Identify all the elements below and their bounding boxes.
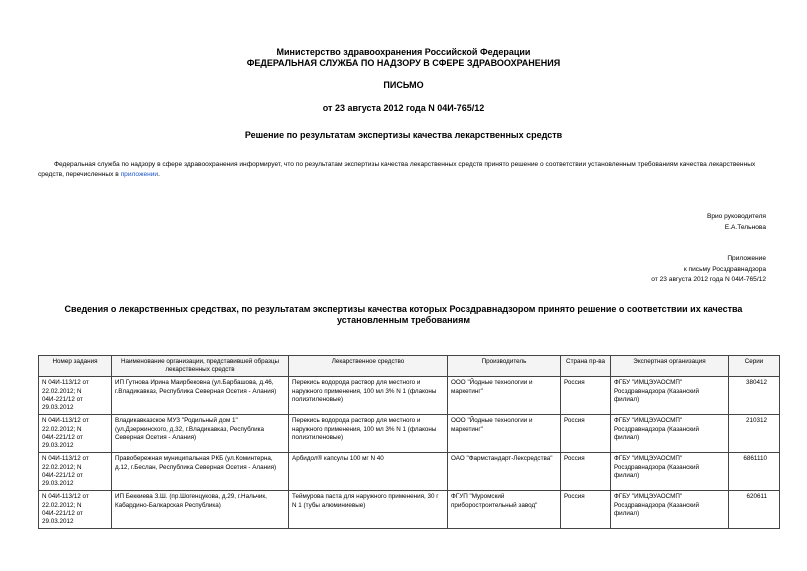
cell-series: 620611 bbox=[729, 491, 780, 529]
table-row bbox=[39, 491, 780, 529]
table-row bbox=[39, 453, 780, 491]
appendix-to: к письму Росздравнадзора bbox=[683, 265, 766, 273]
cell-country: Россия bbox=[561, 377, 611, 415]
cell-medicine: Теймурова паста для наружного применения, 30 г N 1 (тубы алюминиевые) bbox=[289, 491, 448, 529]
cell-expert-org: ФГБУ "ИМЦЭУАОСМП" Росздравнадзора (Казанский филиал) bbox=[611, 415, 729, 453]
header-series: Серии bbox=[729, 356, 780, 377]
cell-organization: ИП Гутнова Ирина Маирбековна (ул.Барбашова, д.46, г.Владикавказ, Республика Северная Осетия - Алания) bbox=[112, 377, 289, 415]
cell-series: 6861110 bbox=[729, 453, 780, 491]
document-type: ПИСЬМО bbox=[383, 80, 424, 90]
appendix-link[interactable]: приложении bbox=[120, 171, 159, 178]
cell-expert-org: ФГБУ "ИМЦЭУАОСМП" Росздравнадзора (Казанский филиал) bbox=[611, 453, 729, 491]
header-task-number: Номер задания bbox=[39, 356, 112, 377]
cell-organization: Правобережная муниципальная РКБ (ул.Коминтерна, д.12, г.Беслан, Республика Северная Осетия - Алания) bbox=[112, 453, 289, 491]
service-name: ФЕДЕРАЛЬНАЯ СЛУЖБА ПО НАДЗОРУ В СФЕРЕ ЗДРАВООХРАНЕНИЯ bbox=[246, 58, 561, 68]
appendix-date: от 23 августа 2012 года N 04И-765/12 bbox=[651, 276, 766, 283]
cell-organization: Владикавказское МУЗ "Родильный дом 1" (ул.Дзержинского, д.32, г.Владикавказ, Республика Северная Осетия - Алания) bbox=[112, 415, 289, 453]
cell-country: Россия bbox=[561, 415, 611, 453]
header-country: Страна пр-ва bbox=[561, 356, 611, 377]
header-manufacturer: Производитель bbox=[448, 356, 561, 377]
cell-expert-org: ФГБУ "ИМЦЭУАОСМП" Росздравнадзора (Казанский филиал) bbox=[611, 377, 729, 415]
body-text-start: Федеральная служба по надзору в сфере здравоохранения информирует, что по результатам экспертизы качества лекарственных средств принято решение о соответствии установленным требованиям качества лекарственных средств, перечисленных в bbox=[38, 161, 756, 178]
cell-expert-org: ФГБУ "ИМЦЭУАОСМП" Росздравнадзора (Казанский филиал) bbox=[611, 491, 729, 529]
appendix-title: Сведения о лекарственных средствах, по результатам экспертизы качества которых Росздравнадзором принято решение о соответствии их качества установленным требованиям bbox=[64, 304, 743, 325]
cell-task-number: N 04И-113/12 от 22.02.2012; N 04И-221/12 от 29.03.2012 bbox=[39, 453, 112, 491]
body-paragraph bbox=[38, 160, 773, 180]
appendix-header bbox=[651, 254, 766, 286]
cell-country: Россия bbox=[561, 491, 611, 529]
header-organization: Наименование организации, представившей образцы лекарственных средств bbox=[112, 356, 289, 377]
signature-block bbox=[707, 212, 766, 233]
header-medicine: Лекарственное средство bbox=[289, 356, 448, 377]
cell-medicine: Перекись водорода раствор для местного и наружного применения, 100 мл 3% N 1 (флаконы полиэтиленовые) bbox=[289, 415, 448, 453]
cell-manufacturer: ООО "Йодные технологии и маркетинг" bbox=[448, 377, 561, 415]
table-row bbox=[39, 415, 780, 453]
cell-series: 210312 bbox=[729, 415, 780, 453]
cell-medicine: Перекись водорода раствор для местного и наружного применения, 100 мл 3% N 1 (флаконы полиэтиленовые) bbox=[289, 377, 448, 415]
header-expert-org: Экспертная организация bbox=[611, 356, 729, 377]
appendix-label: Приложение bbox=[727, 255, 766, 262]
cell-task-number: N 04И-113/12 от 22.02.2012; N 04И-221/12 от 29.03.2012 bbox=[39, 415, 112, 453]
medicines-table bbox=[38, 355, 780, 529]
cell-task-number: N 04И-113/12 от 22.02.2012; N 04И-221/12 от 29.03.2012 bbox=[39, 377, 112, 415]
body-text-end: . bbox=[158, 171, 160, 178]
cell-country: Россия bbox=[561, 453, 611, 491]
cell-manufacturer: ФГУП "Муромский приборостроительный завод" bbox=[448, 491, 561, 529]
signature-name: Е.А.Тельнова bbox=[724, 223, 766, 231]
signature-position: Врио руководителя bbox=[706, 213, 766, 220]
cell-series: 380412 bbox=[729, 377, 780, 415]
cell-manufacturer: ООО "Йодные технологии и маркетинг" bbox=[448, 415, 561, 453]
ministry-name: Министерство здравоохранения Российской Федерации bbox=[276, 47, 531, 57]
cell-task-number: N 04И-113/12 от 22.02.2012; N 04И-221/12 от 29.03.2012 bbox=[39, 491, 112, 529]
document-subject: Решение по результатам экспертизы качества лекарственных средств bbox=[244, 130, 563, 140]
cell-organization: ИП Беккиева З.Ш. (пр.Шогенцукова, д.29, г.Нальчик, Кабардино-Балкарская Республика) bbox=[112, 491, 289, 529]
table-row bbox=[39, 377, 780, 415]
document-date: от 23 августа 2012 года N 04И-765/12 bbox=[322, 103, 485, 113]
cell-medicine: Арбидол® капсулы 100 мг N 40 bbox=[289, 453, 448, 491]
cell-manufacturer: ОАО "Фармстандарт-Лексредства" bbox=[448, 453, 561, 491]
table-header-row bbox=[39, 356, 780, 377]
